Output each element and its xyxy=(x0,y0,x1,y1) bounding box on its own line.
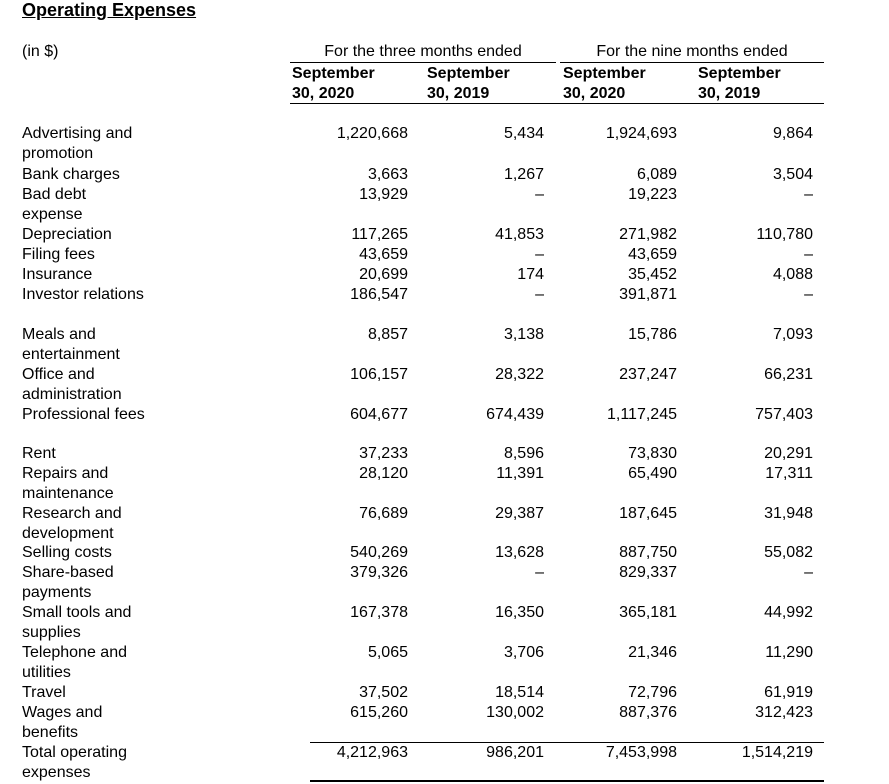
cell-investor-relations-3m-2019: – xyxy=(535,286,544,303)
column-header-line2: 30, 2019 xyxy=(427,85,490,102)
cell-selling-costs-9m-2020: 887,750 xyxy=(619,544,677,561)
column-header-3m-2020 xyxy=(292,64,375,104)
group-header-three-months: For the three months ended xyxy=(324,43,522,60)
group-header-nine-months: For the nine months ended xyxy=(596,43,788,60)
row-label-travel: Travel xyxy=(22,684,66,701)
cell-depreciation-9m-2019: 110,780 xyxy=(756,226,813,243)
cell-small-tools-9m-2020: 365,181 xyxy=(619,604,677,621)
cell-bank-charges-9m-2020: 6,089 xyxy=(636,166,677,183)
cell-travel-3m-2019: 18,514 xyxy=(495,684,544,701)
row-label-telephone: Telephone and utilities xyxy=(22,644,127,681)
unit-label: (in $) xyxy=(22,43,59,60)
row-label-small-tools: Small tools and supplies xyxy=(22,604,132,641)
row-label-advertising: Advertising and promotion xyxy=(22,125,133,162)
cell-filing-fees-3m-2019: – xyxy=(535,246,544,263)
cell-share-based-3m-2020: 379,326 xyxy=(350,564,408,581)
cell-filing-fees-9m-2019: – xyxy=(804,246,813,263)
cell-rent-3m-2020: 37,233 xyxy=(359,445,408,462)
cell-insurance-9m-2020: 35,452 xyxy=(628,266,677,283)
cell-total-3m-2019: 986,201 xyxy=(486,744,544,761)
cell-wages-9m-2020: 887,376 xyxy=(619,704,677,721)
cell-office-3m-2019: 28,322 xyxy=(495,366,544,383)
cell-repairs-3m-2019: 11,391 xyxy=(496,465,544,482)
row-label-total: Total operating expenses xyxy=(22,744,127,781)
cell-bad-debt-3m-2019: – xyxy=(535,186,544,203)
cell-meals-3m-2019: 3,138 xyxy=(503,326,544,343)
cell-wages-9m-2019: 312,423 xyxy=(755,704,813,721)
cell-total-9m-2019: 1,514,219 xyxy=(741,744,813,761)
cell-selling-costs-3m-2019: 13,628 xyxy=(495,544,544,561)
column-header-3m-2019 xyxy=(427,64,510,104)
cell-meals-3m-2020: 8,857 xyxy=(367,326,408,343)
cell-filing-fees-9m-2020: 43,659 xyxy=(628,246,677,263)
cell-share-based-9m-2020: 829,337 xyxy=(619,564,677,581)
cell-depreciation-3m-2019: 41,853 xyxy=(495,226,544,243)
row-label-office: Office and administration xyxy=(22,366,122,403)
cell-office-9m-2019: 66,231 xyxy=(764,366,813,383)
total-bottom-rule xyxy=(310,780,824,782)
cell-bank-charges-3m-2020: 3,663 xyxy=(367,166,408,183)
column-header-9m-2019 xyxy=(698,64,781,104)
cell-total-3m-2020: 4,212,963 xyxy=(336,744,408,761)
cell-repairs-3m-2020: 28,120 xyxy=(359,465,408,482)
group-underline-nine-months xyxy=(560,62,824,63)
cell-repairs-9m-2020: 65,490 xyxy=(628,465,677,482)
cell-professional-fees-9m-2020: 1,117,245 xyxy=(607,406,677,423)
cell-repairs-9m-2019: 17,311 xyxy=(765,465,813,482)
cell-investor-relations-9m-2019: – xyxy=(804,286,813,303)
cell-meals-9m-2020: 15,786 xyxy=(628,326,677,343)
cell-bad-debt-9m-2019: – xyxy=(804,186,813,203)
cell-depreciation-3m-2020: 117,265 xyxy=(351,226,408,243)
cell-small-tools-9m-2019: 44,992 xyxy=(764,604,813,621)
cell-telephone-3m-2020: 5,065 xyxy=(367,644,408,661)
row-label-professional-fees: Professional fees xyxy=(22,406,145,423)
cell-selling-costs-3m-2020: 540,269 xyxy=(350,544,408,561)
row-label-share-based: Share-based payments xyxy=(22,564,114,601)
row-label-depreciation: Depreciation xyxy=(22,226,112,243)
cell-filing-fees-3m-2020: 43,659 xyxy=(359,246,408,263)
cell-share-based-9m-2019: – xyxy=(804,564,813,581)
cell-telephone-9m-2020: 21,346 xyxy=(628,644,677,661)
cell-investor-relations-3m-2020: 186,547 xyxy=(350,286,408,303)
row-label-bank-charges: Bank charges xyxy=(22,166,120,183)
column-header-line1: September xyxy=(292,65,375,82)
row-label-filing-fees: Filing fees xyxy=(22,246,95,263)
cell-rent-3m-2019: 8,596 xyxy=(503,445,544,462)
column-header-9m-2020 xyxy=(563,64,646,104)
cell-wages-3m-2020: 615,260 xyxy=(350,704,408,721)
cell-advertising-9m-2019: 9,864 xyxy=(772,125,813,142)
cell-telephone-3m-2019: 3,706 xyxy=(503,644,544,661)
page-title: Operating Expenses xyxy=(22,0,197,20)
cell-travel-3m-2020: 37,502 xyxy=(359,684,408,701)
header-underline xyxy=(290,103,824,104)
row-label-investor-relations: Investor relations xyxy=(22,286,144,303)
cell-rent-9m-2019: 20,291 xyxy=(764,445,813,462)
cell-wages-3m-2019: 130,002 xyxy=(486,704,544,721)
cell-selling-costs-9m-2019: 55,082 xyxy=(764,544,813,561)
cell-professional-fees-9m-2019: 757,403 xyxy=(755,406,813,423)
cell-small-tools-3m-2020: 167,378 xyxy=(350,604,408,621)
cell-advertising-9m-2020: 1,924,693 xyxy=(605,125,677,142)
cell-depreciation-9m-2020: 271,982 xyxy=(619,226,677,243)
cell-research-3m-2019: 29,387 xyxy=(495,505,544,522)
cell-advertising-3m-2020: 1,220,668 xyxy=(336,125,408,142)
cell-office-3m-2020: 106,157 xyxy=(350,366,408,383)
cell-telephone-9m-2019: 11,290 xyxy=(765,644,813,661)
row-label-insurance: Insurance xyxy=(22,266,93,283)
cell-insurance-3m-2019: 174 xyxy=(517,266,544,283)
cell-total-9m-2020: 7,453,998 xyxy=(605,744,677,761)
column-header-line1: September xyxy=(427,65,510,82)
row-label-selling-costs: Selling costs xyxy=(22,544,112,561)
group-underline-three-months xyxy=(290,62,556,63)
cell-small-tools-3m-2019: 16,350 xyxy=(495,604,544,621)
cell-research-9m-2019: 31,948 xyxy=(764,505,813,522)
row-label-rent: Rent xyxy=(22,445,56,462)
column-header-line1: September xyxy=(698,65,781,82)
row-label-research: Research and development xyxy=(22,505,122,542)
cell-office-9m-2020: 237,247 xyxy=(619,366,677,383)
cell-insurance-3m-2020: 20,699 xyxy=(359,266,408,283)
cell-meals-9m-2019: 7,093 xyxy=(772,326,813,343)
cell-research-3m-2020: 76,689 xyxy=(359,505,408,522)
row-label-repairs: Repairs and maintenance xyxy=(22,465,114,502)
cell-investor-relations-9m-2020: 391,871 xyxy=(619,286,677,303)
cell-professional-fees-3m-2020: 604,677 xyxy=(350,406,408,423)
cell-bank-charges-9m-2019: 3,504 xyxy=(772,166,813,183)
cell-advertising-3m-2019: 5,434 xyxy=(503,125,544,142)
cell-bad-debt-9m-2020: 19,223 xyxy=(628,186,677,203)
row-label-meals: Meals and entertainment xyxy=(22,326,120,363)
cell-insurance-9m-2019: 4,088 xyxy=(772,266,813,283)
cell-share-based-3m-2019: – xyxy=(535,564,544,581)
cell-travel-9m-2020: 72,796 xyxy=(628,684,677,701)
cell-bad-debt-3m-2020: 13,929 xyxy=(359,186,408,203)
cell-bank-charges-3m-2019: 1,267 xyxy=(503,166,544,183)
column-header-line1: September xyxy=(563,65,646,82)
column-header-line2: 30, 2020 xyxy=(563,85,626,102)
cell-professional-fees-3m-2019: 674,439 xyxy=(486,406,544,423)
cell-rent-9m-2020: 73,830 xyxy=(628,445,677,462)
row-label-wages: Wages and benefits xyxy=(22,704,103,741)
cell-travel-9m-2019: 61,919 xyxy=(764,684,813,701)
cell-research-9m-2020: 187,645 xyxy=(619,505,677,522)
column-header-line2: 30, 2019 xyxy=(698,85,761,102)
row-label-bad-debt: Bad debt expense xyxy=(22,186,87,223)
column-header-line2: 30, 2020 xyxy=(292,85,355,102)
